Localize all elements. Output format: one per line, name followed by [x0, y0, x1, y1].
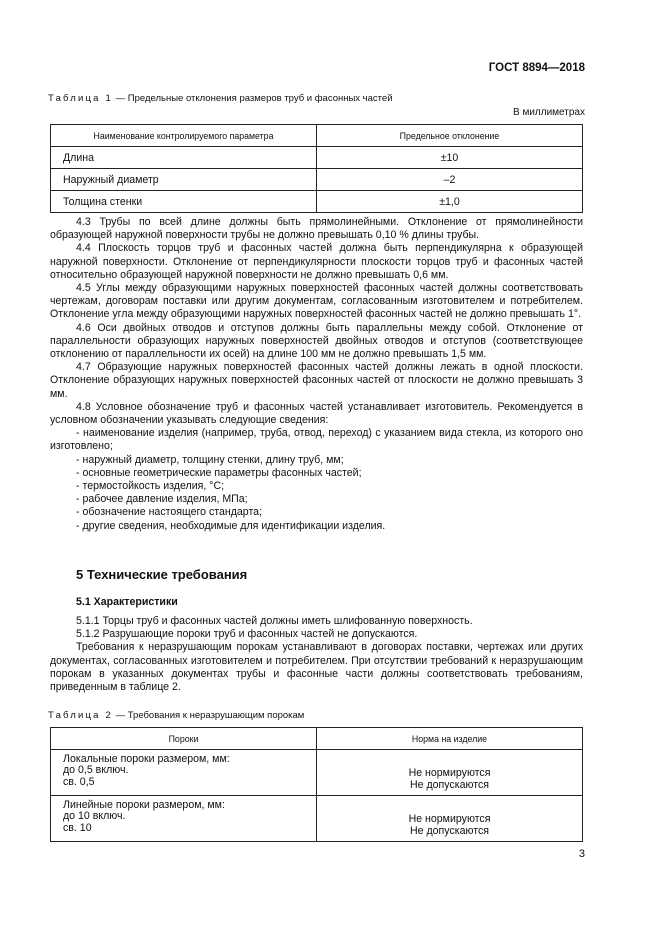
table-header-row — [51, 125, 583, 147]
table-header-cell: Пороки — [51, 728, 317, 750]
table-header-cell: Норма на изделие — [317, 728, 583, 750]
tolerance-table — [50, 124, 583, 213]
paragraph: 5.1.2 Разрушающие пороки труб и фасонных частей не допускаются. — [76, 628, 418, 641]
defect-range: св. 0,5 — [63, 775, 95, 788]
table-row — [51, 147, 583, 169]
subsection-heading: 5.1 Характеристики — [76, 596, 178, 608]
defect-label: Линейные пороки размером, мм: — [63, 798, 225, 811]
paragraph: 4.8 Условное обозначение труб и фасонных частей устанавливает изготовитель. Рекомендуется в условном обозначении указывать следующие сведения: — [50, 400, 583, 427]
table1-caption-label: Таблица 1 — [48, 93, 113, 104]
table-cell — [51, 750, 317, 796]
norm-value: Не допускаются — [409, 778, 489, 791]
table-header-cell: Предельное отклонение — [317, 125, 583, 147]
norm-value: Не допускаются — [409, 824, 489, 837]
paragraph: 4.5 Углы между образующими наружных поверхностей фасонных частей должны соответствовать чертежам, договорам поставки или другим документам, согласованным изготовителем и потребителем. Отклонение угла между образующими наружных поверхностей фасонных частей не должно превышать 1°. — [50, 282, 583, 321]
table-row — [51, 750, 583, 796]
table-cell — [51, 796, 317, 842]
table-header-row — [51, 728, 583, 750]
table-cell — [317, 750, 583, 796]
paragraph: 4.6 Оси двойных отводов и отступов должны быть параллельны между собой. Отклонение от параллельности образующих наружных поверхностей двойных отводов и отступов (соответствующее отклонению от параллельности их осей) на длине 100 мм не должно превышать 1,5 мм. — [50, 321, 583, 361]
requirements-text — [50, 216, 583, 533]
defect-range: до 0,5 включ. — [63, 764, 129, 777]
table-cell: –2 — [317, 169, 583, 191]
table-row — [51, 191, 583, 213]
table-cell: Длина — [51, 147, 317, 169]
table-row — [51, 169, 583, 191]
table-cell: Толщина стенки — [51, 191, 317, 213]
paragraph: 4.7 Образующие наружных поверхностей фасонных частей должны лежать в одной плоскости. Отклонение образующих наружных поверхностей фасонных частей от плоскости не должно превышать 3 мм. — [50, 361, 583, 400]
characteristics-text — [50, 615, 583, 694]
table1-caption — [48, 93, 393, 104]
table-row — [51, 796, 583, 842]
defect-label: Локальные пороки размером, мм: — [63, 752, 230, 765]
defect-range: св. 10 — [63, 821, 92, 834]
list-item: - обозначение настоящего стандарта; — [76, 506, 263, 519]
list-item: - наименование изделия (например, труба, отвод, переход) с указанием вида стекла, из которого оно изготовлено; — [50, 427, 583, 453]
table-cell: ±10 — [317, 147, 583, 169]
table-cell — [317, 796, 583, 842]
table1-units: В миллиметрах — [513, 107, 585, 118]
list-item: - основные геометрические параметры фасонных частей; — [76, 466, 362, 479]
paragraph: 4.4 Плоскость торцов труб и фасонных частей должна быть перпендикулярна к образующей наружной поверхности. Отклонение от перпендикулярности плоскости торцов труб и фасонных частей относительно образующей наружной поверхности не должно превышать 0,6 мм. — [50, 242, 583, 281]
list-item: - наружный диаметр, толщину стенки, длину труб, мм; — [76, 453, 344, 466]
table1-caption-text: — Предельные отклонения размеров труб и фасонных частей — [112, 93, 393, 104]
table-cell: ±1,0 — [317, 191, 583, 213]
paragraph: 5.1.1 Торцы труб и фасонных частей должны иметь шлифованную поверхность. — [76, 615, 473, 627]
defects-table — [50, 727, 583, 842]
page-number: 3 — [578, 848, 585, 860]
paragraph: 4.3 Трубы по всей длине должны быть прямолинейными. Отклонение от прямолинейности образующей наружной поверхности трубы не должно превышать 0,10 % длины трубы. — [50, 216, 583, 242]
list-item: - рабочее давление изделия, МПа; — [76, 493, 248, 506]
norm-value: Не нормируются — [408, 813, 491, 825]
section-heading: 5 Технические требования — [76, 567, 248, 582]
table-cell: Наружный диаметр — [51, 169, 317, 191]
list-item: - термостойкость изделия, °С; — [76, 480, 225, 493]
table2-caption-label: Таблица 2 — [48, 710, 113, 721]
table2-caption-text: — Требования к неразрушающим порокам — [112, 710, 305, 721]
defect-range: до 10 включ. — [63, 810, 126, 823]
paragraph: Требования к неразрушающим порокам устанавливают в договорах поставки, чертежах или других документах, согласованных изготовителем и потребителем. При отсутствии требований к неразрушающим порокам в указанных документах трубы и фасонные части должны соответствовать требованиям, приведенным в таблице 2. — [50, 641, 583, 694]
table-header-cell: Наименование контролируемого параметра — [51, 125, 317, 147]
norm-value: Не нормируются — [408, 767, 491, 779]
list-item: - другие сведения, необходимые для идентификации изделия. — [76, 519, 386, 532]
table2-caption — [48, 710, 304, 721]
document-code: ГОСТ 8894—2018 — [488, 62, 585, 74]
